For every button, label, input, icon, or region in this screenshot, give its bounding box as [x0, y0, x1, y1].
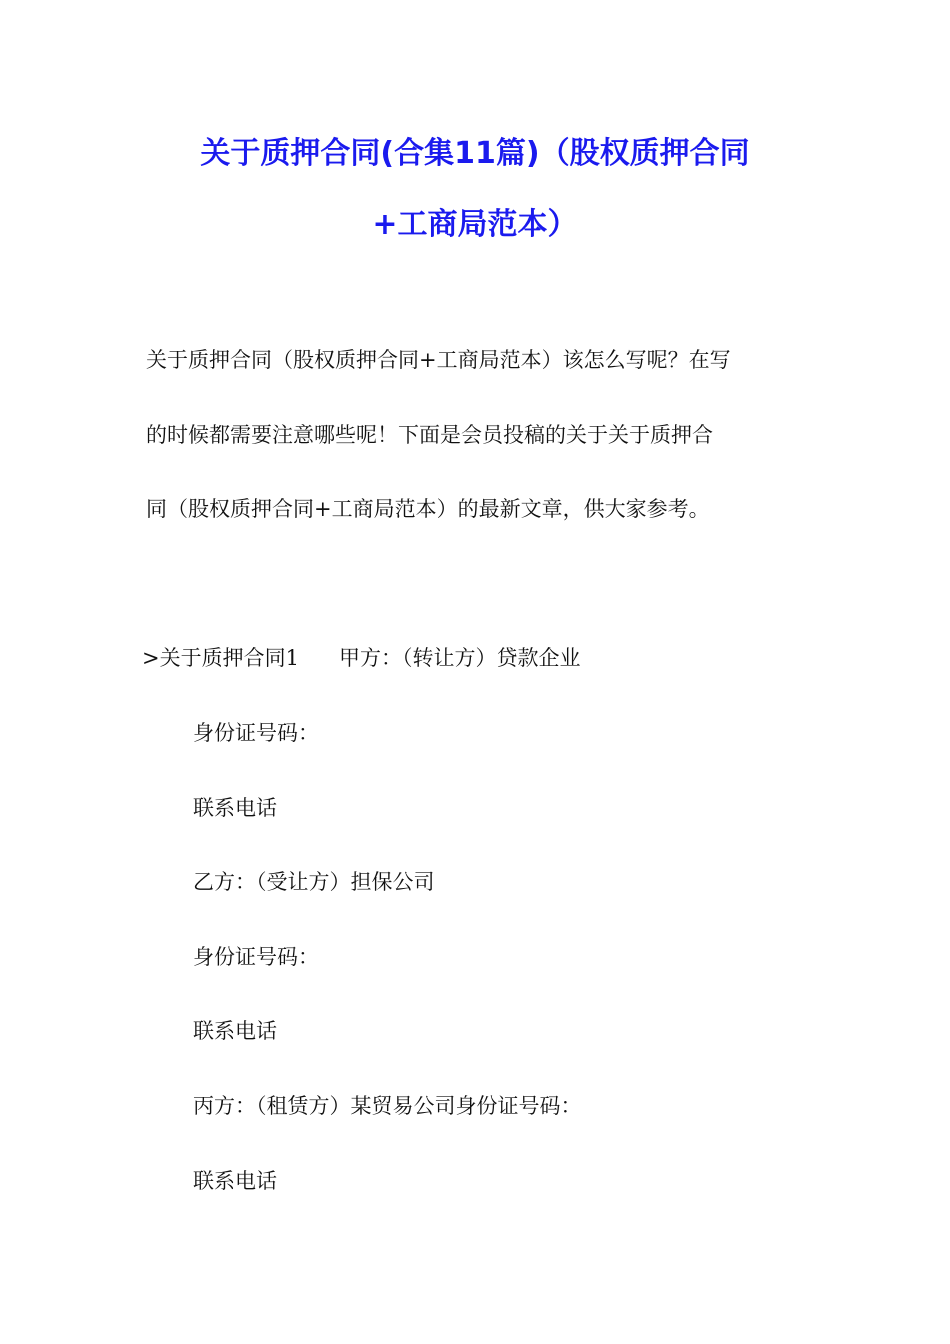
party-b-phone: 联系电话 [193, 1019, 277, 1043]
section-heading: >关于质押合同1 [142, 646, 299, 670]
intro-paragraph-line-2: 的时候都需要注意哪些呢！下面是会员投稿的关于关于质押合 [146, 423, 713, 447]
party-b-line: 乙方：（受让方）担保公司 [193, 870, 435, 894]
intro-paragraph-line-3: 同（股权质押合同+工商局范本）的最新文章，供大家参考。 [146, 497, 710, 521]
party-a-id-number: 身份证号码： [193, 721, 319, 745]
party-c-line: 丙方：（租赁方）某贸易公司身份证号码： [193, 1094, 582, 1118]
document-title-line-1: 关于质押合同(合集11篇)（股权质押合同 [200, 136, 750, 171]
party-c-phone: 联系电话 [193, 1169, 277, 1193]
section-heading-row [142, 644, 580, 672]
intro-paragraph-line-1: 关于质押合同（股权质押合同+工商局范本）该怎么写呢？在写 [146, 348, 731, 372]
party-a-line: 甲方：（转让方）贷款企业 [338, 646, 581, 670]
party-b-id-number: 身份证号码： [193, 945, 319, 969]
document-title-line-2: +工商局范本） [372, 207, 578, 242]
party-a-phone: 联系电话 [193, 796, 277, 820]
